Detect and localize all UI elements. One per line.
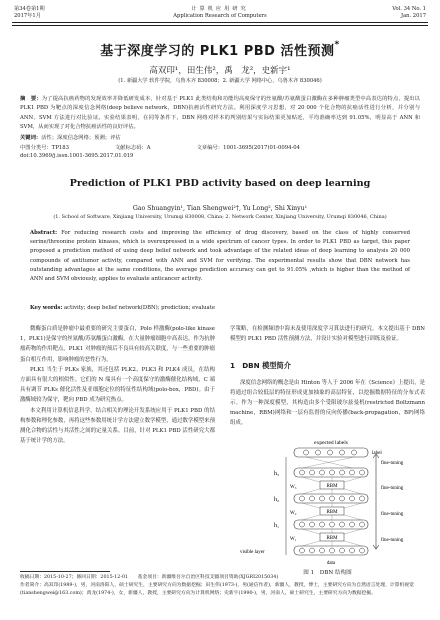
paper-title-cn	[0, 40, 440, 59]
abstract-cn	[20, 95, 420, 132]
hidden-layer-3	[294, 468, 368, 477]
hidden-layer-2	[294, 494, 368, 503]
doi[interactable]: doi:10.3969/j.issn.1001-3695.2017.01.019	[20, 153, 134, 159]
header-journal	[0, 6, 440, 19]
affiliation-cn: (1. 新疆大学 软件学院，乌鲁木齐 830008；2. 新疆大学 网络中心，乌鲁木齐 830046)	[118, 78, 322, 84]
journal-name-en: Application Research of Computers	[173, 12, 267, 19]
paper-title-cn-text: 基于深度学习的 PLK1 PBD 活性预测	[100, 44, 335, 59]
data-label: data	[326, 561, 336, 566]
weight-label-2: W₂	[290, 511, 297, 516]
authors-cn: 高双印¹，田生伟²，禹 龙²，史新宇¹	[149, 66, 291, 76]
header-rule-thin	[12, 25, 428, 26]
figure-h1: h₁	[274, 523, 280, 529]
fine-tuning-label-4: fine-tuning	[381, 538, 404, 543]
figure-label-tag: label	[372, 451, 382, 456]
abstract-en-text: For reducing research costs and improving the efficiency of drug discovery, based on the class of highly conserved serine/threonine protein kinases, which is overexpressed in a wide spectrum of cancer types. In order to PLK1 PBD as target, this paper proposed a prediction method of using deep belief network and took advantage of the related ideas of deep learning to analysis 20 000 compounds of antitumor activity, compared with ANN and SVM for verifying. The experimental results show that DBN network has outstanding advantages at the same conditions, the average prediction accuracy can get to 91.05% ,which is higher than the method of ANN and SVM obviously, applies to evaluate anticancer activity.	[30, 230, 410, 283]
fine-tuning-label-2: fine-tuning	[381, 486, 404, 491]
header-volume-issue: 第34卷第1期	[14, 6, 45, 12]
figure-caption: 图 1 DBN 结构图	[303, 570, 352, 576]
figure-expected-labels: expected labels	[314, 440, 348, 446]
document-code: 文献标志码：A	[115, 145, 151, 151]
header-date-en: Jan. 2017	[400, 12, 426, 19]
rbm-label-3: RBM	[326, 484, 338, 489]
clc-number: 中图分类号：TP183	[20, 145, 69, 151]
abstract-en-label: Abstract:	[30, 230, 58, 236]
footnote-rule	[20, 571, 110, 572]
rbm-label-2: RBM	[326, 510, 338, 515]
article-number: 文章编号：1001-3695(2017)01-0094-04	[196, 145, 300, 151]
section-heading: 1 DBN 模型简介	[230, 361, 291, 370]
abstract-en	[30, 229, 410, 284]
affiliation-en: (1. School of Software, Xinjiang University, Urumqi 830008, China; 2. Network Center, Xinjiang University, Urumqi 830046, China)	[53, 214, 387, 220]
header-volume-en-line: Vol. 34 No. 1	[392, 6, 426, 12]
body-left-column	[20, 324, 215, 544]
top-label-layer	[294, 448, 382, 457]
dbn-structure-figure	[236, 437, 426, 567]
paper-title-en: Prediction of PLK1 PBD activity based on deep learning	[69, 178, 371, 189]
visible-layer-label: visible layer	[240, 550, 265, 555]
rbm-label-1: RBM	[326, 536, 338, 541]
keywords-en-label: Key words:	[30, 305, 63, 311]
header-rule	[12, 22, 428, 23]
figure-h3: h₃	[274, 471, 280, 477]
weight-labels	[290, 485, 297, 542]
fine-tuning-arrows	[373, 454, 379, 549]
section-body	[230, 378, 425, 436]
abstract-cn-text: 为了提高抗癌药物的发现效率并降低研发成本，针对基于 PLK1 此类结构和功能均高度保守的丝氨酸/苏氨酸蛋白激酶在多种肿瘤类型中高表达的特点，提出以 PLK1 PBD 为靶点的深度信念网络(deep believe network，DBN)抗癌活性研究方法。利用深度学习思想，对 20 000 个化合物的抗癌活性进行分析，并分别与 ANN、SVM 方法进行对比验证。实验结果表明，在同等条件下，DBN 网络对样本的判别结果与实际结果更加贴近，平均准确率达到 91.05%，明显高于 ANN 和 SVM，从而实现了对化合物抗癌活性的良好评估。	[20, 96, 420, 130]
keywords-en-text: activity; deep belief network(DBN); prediction; evaluate	[64, 305, 215, 311]
body-paragraph: 学策略，在检测频谱中海未及使用深度学习算法进行的研究。本文提出基于 DBN 模型的 PLK1 PBD 活性预测方法，并设计实验对模型进行训练及验证。	[230, 326, 425, 343]
body-paragraph: 本文利用计算机信息科学，结合相关的理论开发系统应用于 PLK1 PBD 的结构参数和理化参数，再将这些参数用统计学方法建立数学模型，通过数学模型来预测化合物的活性与其活性之间的定量关系。目前，针对 PLK1 PBD 活性研究大都基于统计学的方法。	[20, 407, 215, 445]
keywords-cn	[20, 133, 420, 141]
body-right-column	[230, 324, 425, 344]
authors-en: Gao Shuangyin¹, Tian Shengwei²†, Yu Long², Shi Xinyu¹	[132, 205, 308, 212]
abstract-cn-label: 摘 要：	[20, 96, 42, 102]
journal-name-cn: 计算机应用研究	[191, 6, 249, 12]
fine-tuning-label-1: fine-tuning	[381, 461, 404, 466]
footnote-received: 收稿日期：2015-10-27；修回日期：2015-12-01 基金项目：新疆维吾尔自治区科技支疆项目资助(XJGRI2015034)	[20, 575, 279, 580]
keywords-cn-label: 关键词：	[20, 135, 42, 141]
figure-h2: h₂	[274, 497, 280, 503]
keywords-en	[30, 305, 410, 311]
body-paragraph: PLK1 当生于 PLKs 家族，其还包括 PLK2、PLK3 和 PLK4 成员，在结构方面具有很大的相似性。它们的 N 端具有一个高度保守的激酶催化结构域，C 端具有调节 PLKs 催化活性及亚细胞定位的特征性结构域(polo-box，PBD)。由于激酶域较为保守，靶向 PBD 成为研究热点。	[20, 366, 215, 404]
weight-label-1: W₁	[290, 537, 297, 542]
header-volume-en	[392, 6, 426, 19]
footnote-authors: 作者简介：高双印(1989-)，男，河南洛阳人，硕士研究生，主要研究方向为数据挖掘；田生伟(1973-)，男(通信作者)，新疆人，教授，博士，主要研究方向为自然语言处理、计算机视觉(tianshengwei@163.com)；禹龙(1974-)，女，新疆人，教授，主要研究方向为计算机网络；史新宇(1990-)，男，河南人，硕士研究生，主要研究方向为数据挖掘。	[20, 583, 414, 596]
body-paragraph: 微酶蛋白质是肿瘤中最重要的研究主要蛋白，Polo 样激酶(polo-like kinase 1，PLK1)是保守的丝氨酸/苏氨酸蛋白激酶，在大量肿瘤细胞中高表达。作为抗肿瘤药物的作用靶点，PLK1 对肿瘤的预后不良具有较高关联度，与一些重要的肿瘤蛋白相互作用，影响肿瘤的恶性行为。	[20, 326, 215, 363]
hidden-layer-1	[294, 520, 368, 529]
body-paragraph: 深度信念网络的概念是由 Hinton 等人于 2006 年在《Science》上提出，是将通过组合较低层的特征形成更加抽象的高层特征，以挖掘数据特征的分布式表示。作为一种深度模型，其构造由多个受限玻尔兹曼机(restricted Boltzmann machine，RBM)网络和一层有监督的反向传播(back-propagation，BP)网络组成。	[230, 380, 425, 426]
classification-line	[20, 143, 430, 151]
header-date-cn: 2017年1月	[14, 12, 41, 19]
keywords-cn-text: 活性；深度信念网络；预测；评估	[41, 135, 121, 141]
title-footnote-mark: *	[334, 40, 340, 50]
visible-layer	[294, 546, 368, 555]
fine-tuning-label-3: fine-tuning	[381, 512, 404, 517]
weight-label-3: W₃	[290, 485, 297, 490]
